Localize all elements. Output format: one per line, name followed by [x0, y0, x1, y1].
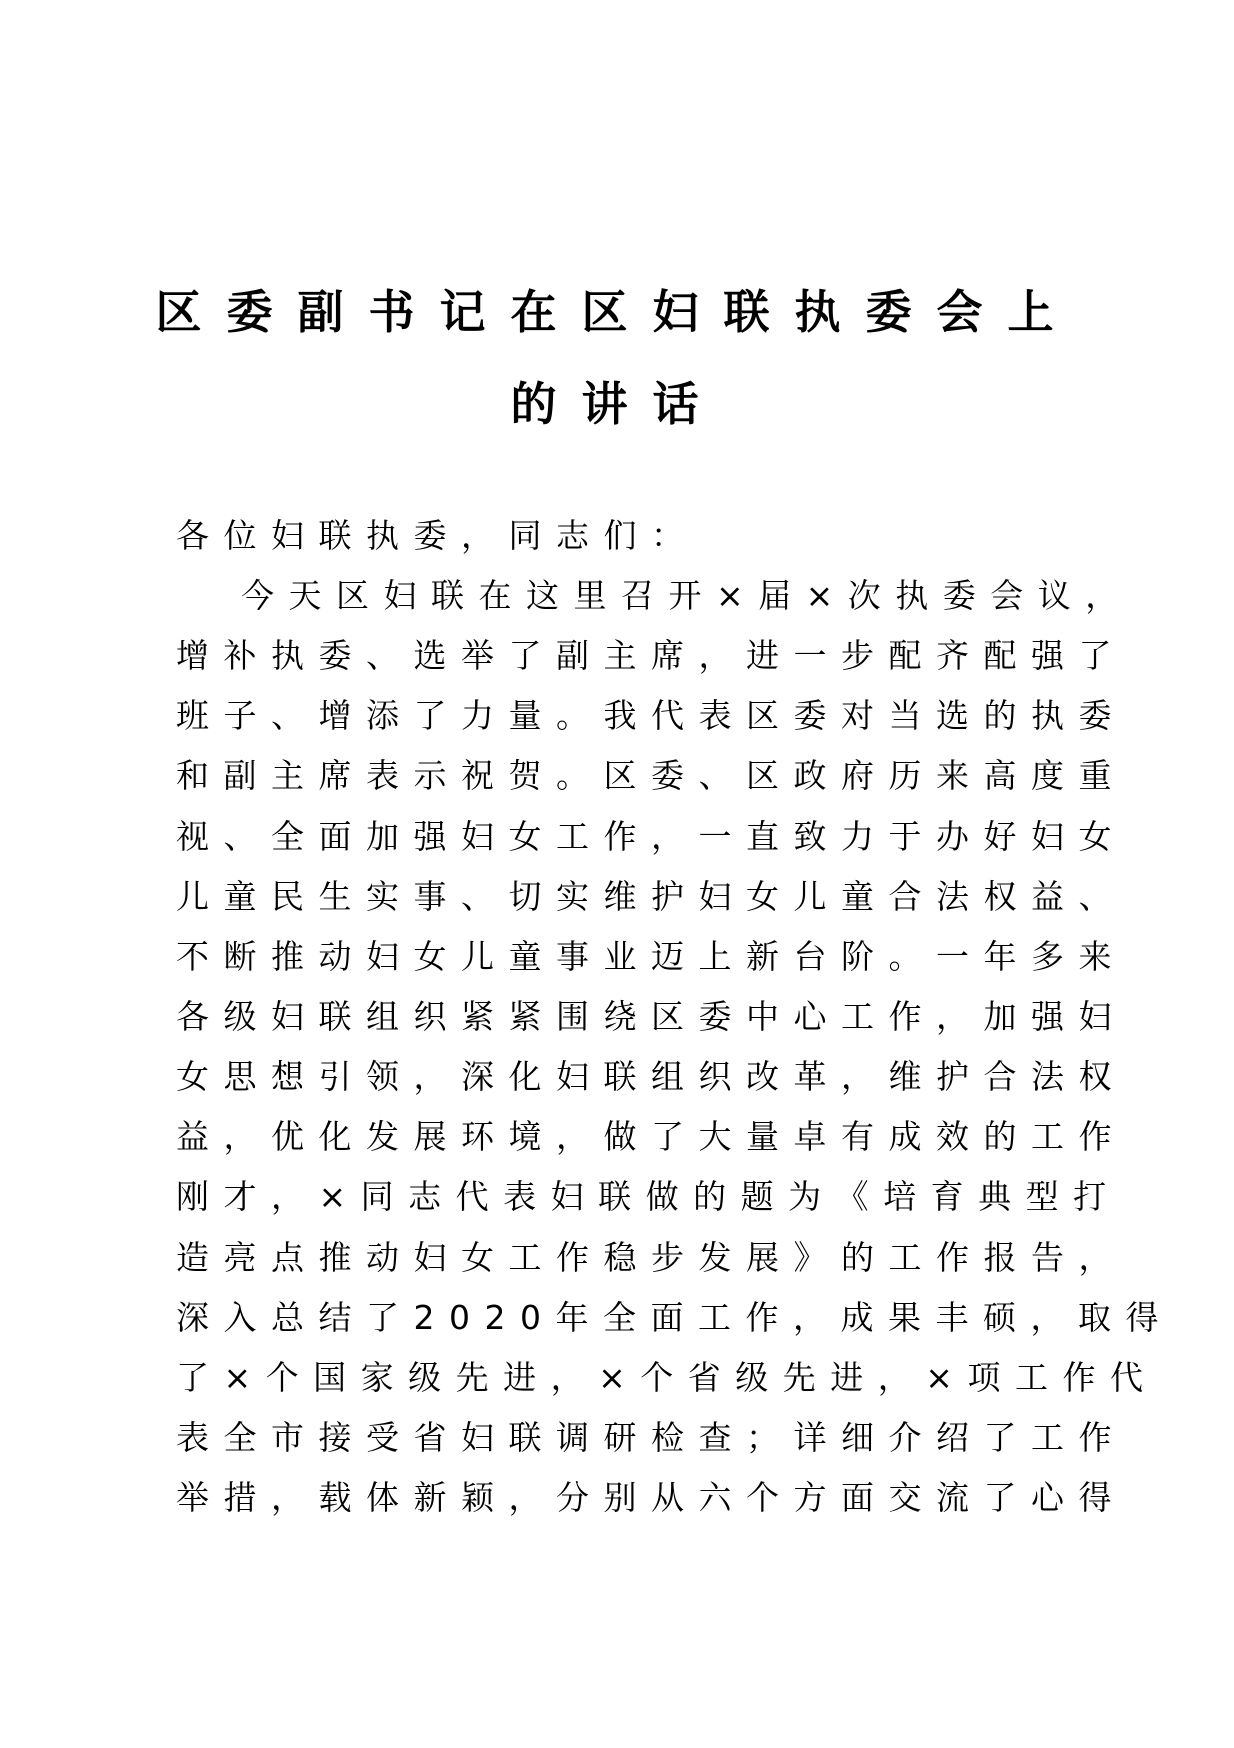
paragraph-line: 各级妇联组织紧紧围绕区委中心工作，加强妇: [176, 997, 1126, 1036]
paragraph-line: 今天区妇联在这里召开×届×次执委会议，: [241, 576, 1133, 615]
document-title-line-1: 区委副书记在区妇联执委会上: [155, 285, 1079, 339]
paragraph-line: 儿童民生实事、切实维护妇女儿童合法权益、: [176, 877, 1126, 916]
salutation: 各位妇联执委，同志们：: [176, 516, 699, 555]
paragraph-line: 举措，载体新颖，分别从六个方面交流了心得: [176, 1478, 1126, 1517]
paragraph-line: 刚才，×同志代表妇联做的题为《培育典型打: [176, 1177, 1121, 1216]
paragraph-line: 视、全面加强妇女工作，一直致力于办好妇女: [176, 817, 1126, 856]
paragraph-line: 表全市接受省妇联调研检查；详细介绍了工作: [176, 1418, 1126, 1457]
paragraph-line: 和副主席表示祝贺。区委、区政府历来高度重: [176, 756, 1126, 795]
paragraph-line: 造亮点推动妇女工作稳步发展》的工作报告，: [176, 1238, 1126, 1277]
paragraph-line: 深入总结了2020年全面工作，成果丰硕，取得: [176, 1298, 1173, 1337]
paragraph-line: 了×个国家级先进，×个省级先进，×项工作代: [176, 1358, 1158, 1397]
paragraph-line: 女思想引领，深化妇联组织改革，维护合法权: [176, 1057, 1126, 1096]
paragraph-line: 益，优化发展环境，做了大量卓有成效的工作: [176, 1117, 1126, 1156]
document-title-line-2: 的讲话: [510, 377, 724, 431]
paragraph-line: 不断推动妇女儿童事业迈上新台阶。一年多来: [176, 937, 1126, 976]
paragraph-line: 增补执委、选举了副主席，进一步配齐配强了: [176, 636, 1126, 675]
paragraph-line: 班子、增添了力量。我代表区委对当选的执委: [176, 696, 1126, 735]
